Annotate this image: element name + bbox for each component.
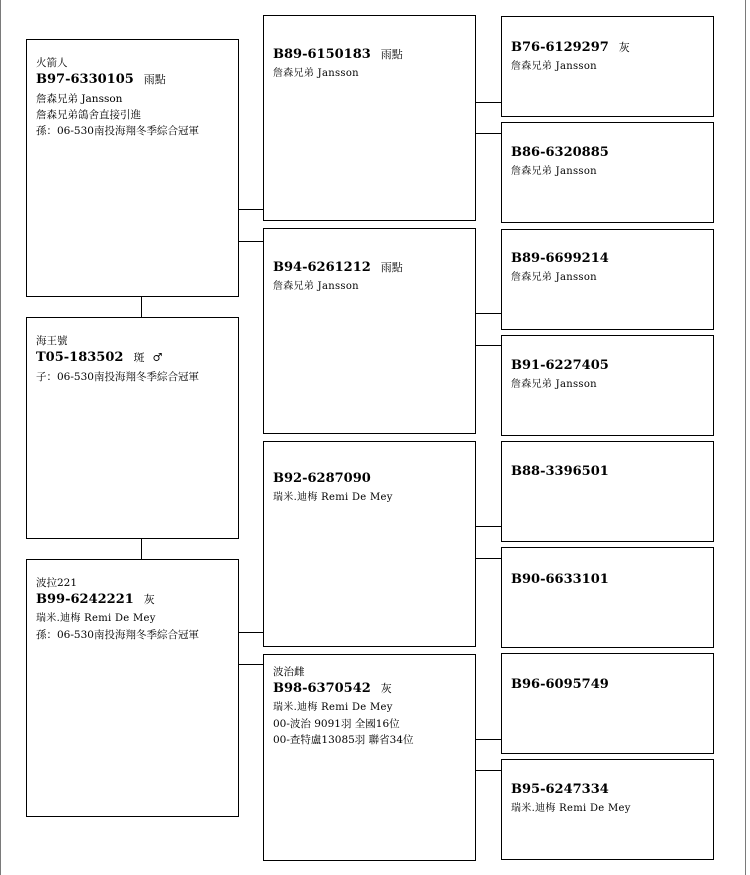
connector-line [141,538,142,560]
ring-header [36,591,230,609]
bird-name: 火箭人 [36,57,68,69]
ring-header [273,46,467,64]
subject-card [26,317,239,539]
ring-header [511,571,705,589]
great-grandparent-card [501,441,714,542]
grandparent-card [263,654,476,861]
note-line: 瑞米.迪梅 Remi De Mey [511,803,631,814]
ring-header [511,463,705,481]
connector-line [474,133,502,134]
page-edge-left [0,0,1,875]
note-line: 孫：06-530南投海翔冬季綜合冠軍 [36,629,199,641]
plumage-color: 雨點 [380,48,403,61]
plumage-color: 灰 [618,41,630,54]
note-line: 瑞米.迪梅 Remi De Mey [273,492,393,503]
ring-number: B98-6370542 [273,681,371,696]
ring-header [273,470,467,488]
ring-number: B89-6150183 [273,47,371,62]
note-line: 詹森兄弟 Jansson [511,166,597,177]
connector-line [238,241,264,242]
ring-number: B99-6242221 [36,592,134,607]
sire-card [26,39,239,297]
ring-header [511,39,705,57]
note-line: 詹森兄弟 Jansson [511,61,597,72]
great-grandparent-card [501,122,714,223]
male-sex-icon: ♂ [152,351,163,364]
bird-name: 波治雌 [273,666,305,678]
plumage-color: 灰 [143,593,155,606]
note-line: 子：06-530南投海翔冬季綜合冠軍 [36,371,199,383]
ring-header [511,144,705,162]
ring-number: B86-6320885 [511,145,609,160]
ring-header [511,781,705,799]
great-grandparent-card [501,759,714,860]
connector-line [238,664,264,665]
connector-line [238,209,264,210]
grandparent-card [263,228,476,434]
great-grandparent-card [501,229,714,330]
ring-number: B97-6330105 [36,72,134,87]
plumage-color: 雨點 [143,73,166,86]
connector-line [474,558,502,559]
grandparent-card [263,441,476,647]
ring-header [511,357,705,375]
note-line: 詹森兄弟 Jansson [36,93,123,105]
plumage-color: 雨點 [380,261,403,274]
ring-number: B91-6227405 [511,358,609,373]
ring-number: B90-6633101 [511,572,609,587]
ring-number: B88-3396501 [511,464,609,479]
great-grandparent-card [501,653,714,754]
plumage-color: 灰 [380,682,392,695]
ring-header [273,259,467,277]
dam-card [26,559,239,817]
great-grandparent-card [501,547,714,648]
note-line: 瑞米.迪梅 Remi De Mey [273,702,393,713]
bird-name: 波拉221 [36,577,78,589]
connector-line [474,526,502,527]
grandparent-card [263,15,476,221]
ring-header [511,250,705,268]
ring-number: T05-183502 [36,350,124,365]
connector-line [141,296,142,318]
ring-number: B95-6247334 [511,782,609,797]
connector-line [238,632,264,633]
great-grandparent-card [501,16,714,117]
ring-number: B94-6261212 [273,260,371,275]
connector-line [474,102,502,103]
note-line: 詹森兄弟 Jansson [511,272,597,283]
bird-name: 海王號 [36,335,68,347]
note-line: 詹森兄弟 Jansson [273,68,359,79]
ring-number: B92-6287090 [273,471,371,486]
note-line: 詹森兄弟 Jansson [511,379,597,390]
connector-line [474,345,502,346]
ring-number: B89-6699214 [511,251,609,266]
ring-header [511,676,705,694]
note-line: 詹森兄弟鴿舍直接引進 [36,109,141,121]
connector-line [474,739,502,740]
page-edge-right [745,0,746,875]
connector-line [474,313,502,314]
connector-line [474,770,502,771]
great-grandparent-card [501,335,714,436]
note-line: 00-查特盧13085羽 聯省34位 [273,734,414,746]
ring-header [273,680,467,698]
ring-number: B96-6095749 [511,677,609,692]
plumage-color: 斑 [133,351,145,364]
ring-header [36,71,230,89]
ring-header [36,349,230,367]
note-line: 瑞米.迪梅 Remi De Mey [36,613,156,624]
note-line: 詹森兄弟 Jansson [273,281,359,292]
note-line: 孫：06-530南投海翔冬季綜合冠軍 [36,125,199,137]
ring-number: B76-6129297 [511,40,609,55]
note-line: 00-波治 9091羽 全國16位 [273,718,400,730]
